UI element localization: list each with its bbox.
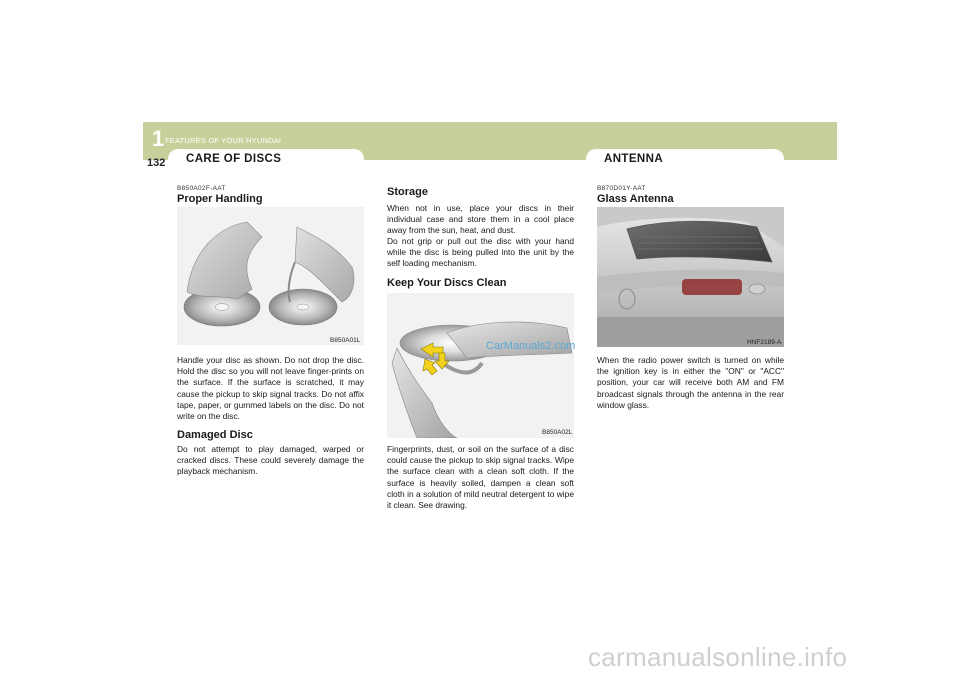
car-rear-illustration bbox=[597, 207, 784, 347]
hand-disc-illustration bbox=[177, 207, 364, 345]
section-tab-left bbox=[168, 149, 364, 167]
heading-keep-clean: Keep Your Discs Clean bbox=[387, 277, 507, 289]
heading-storage: Storage bbox=[387, 186, 428, 198]
figure-caption: B850A01L bbox=[330, 337, 361, 344]
page-number: 132 bbox=[147, 157, 166, 169]
section-code: B870D01Y-AAT bbox=[597, 185, 646, 192]
section-code: B850A02F-AAT bbox=[177, 185, 226, 192]
figure-disc-cleaning bbox=[387, 293, 574, 438]
watermark: CarManuals2.com bbox=[486, 340, 576, 352]
chapter-number: 1 bbox=[152, 126, 165, 151]
heading-glass-antenna: Glass Antenna bbox=[597, 193, 674, 205]
heading-proper-handling: Proper Handling bbox=[177, 193, 263, 205]
section-title-left: CARE OF DISCS bbox=[186, 153, 282, 165]
figure-caption: HNF2189-A bbox=[747, 339, 782, 346]
figure-disc-handling bbox=[177, 207, 364, 345]
paragraph-damaged: Do not attempt to play damaged, warped or cracked discs. These could severely damage the playback mechanism. bbox=[177, 444, 364, 477]
paragraph-storage-b: Do not grip or pull out the disc with your hand while the disc is being pulled into the unit by the self loading mechanism. bbox=[387, 236, 574, 269]
paragraph-antenna: When the radio power switch is turned on while the ignition key is in either the "ON" or "ACC" position, your car will receive both AM and FM broadcast signals through the antenna in the rear window glass. bbox=[597, 355, 784, 410]
paragraph-cleaning: Fingerprints, dust, or soil on the surface of a disc could cause the pickup to skip signal tracks. Wipe the surface clean with a clean soft cloth. If the surface is heavily soiled, dampen a clean soft cloth in a solution of mild neutral detergent to wipe it clean. See drawing. bbox=[387, 444, 574, 511]
figure-car-antenna bbox=[597, 207, 784, 347]
paragraph-handling: Handle your disc as shown. Do not drop the disc. Hold the disc so you will not leave finger-prints on the surface. If the surface is scratched, it may cause the pickup to skip signal tracks. Do not affix tape, paper, or gummed labels on the disc. Do not write on the disc. bbox=[177, 355, 364, 422]
section-title-right: ANTENNA bbox=[604, 153, 664, 165]
chapter-title: FEATURES OF YOUR HYUNDAI bbox=[165, 136, 282, 145]
section-tab-right bbox=[586, 149, 784, 167]
paragraph-storage: When not in use, place your discs in their individual case and store them in a cool place away from the sun, heat, and dust. bbox=[387, 203, 574, 236]
footer-site-watermark: carmanualsonline.info bbox=[588, 642, 848, 672]
cleaning-illustration bbox=[387, 293, 574, 438]
figure-caption: B850A02L bbox=[542, 429, 573, 436]
heading-damaged-disc: Damaged Disc bbox=[177, 429, 253, 441]
